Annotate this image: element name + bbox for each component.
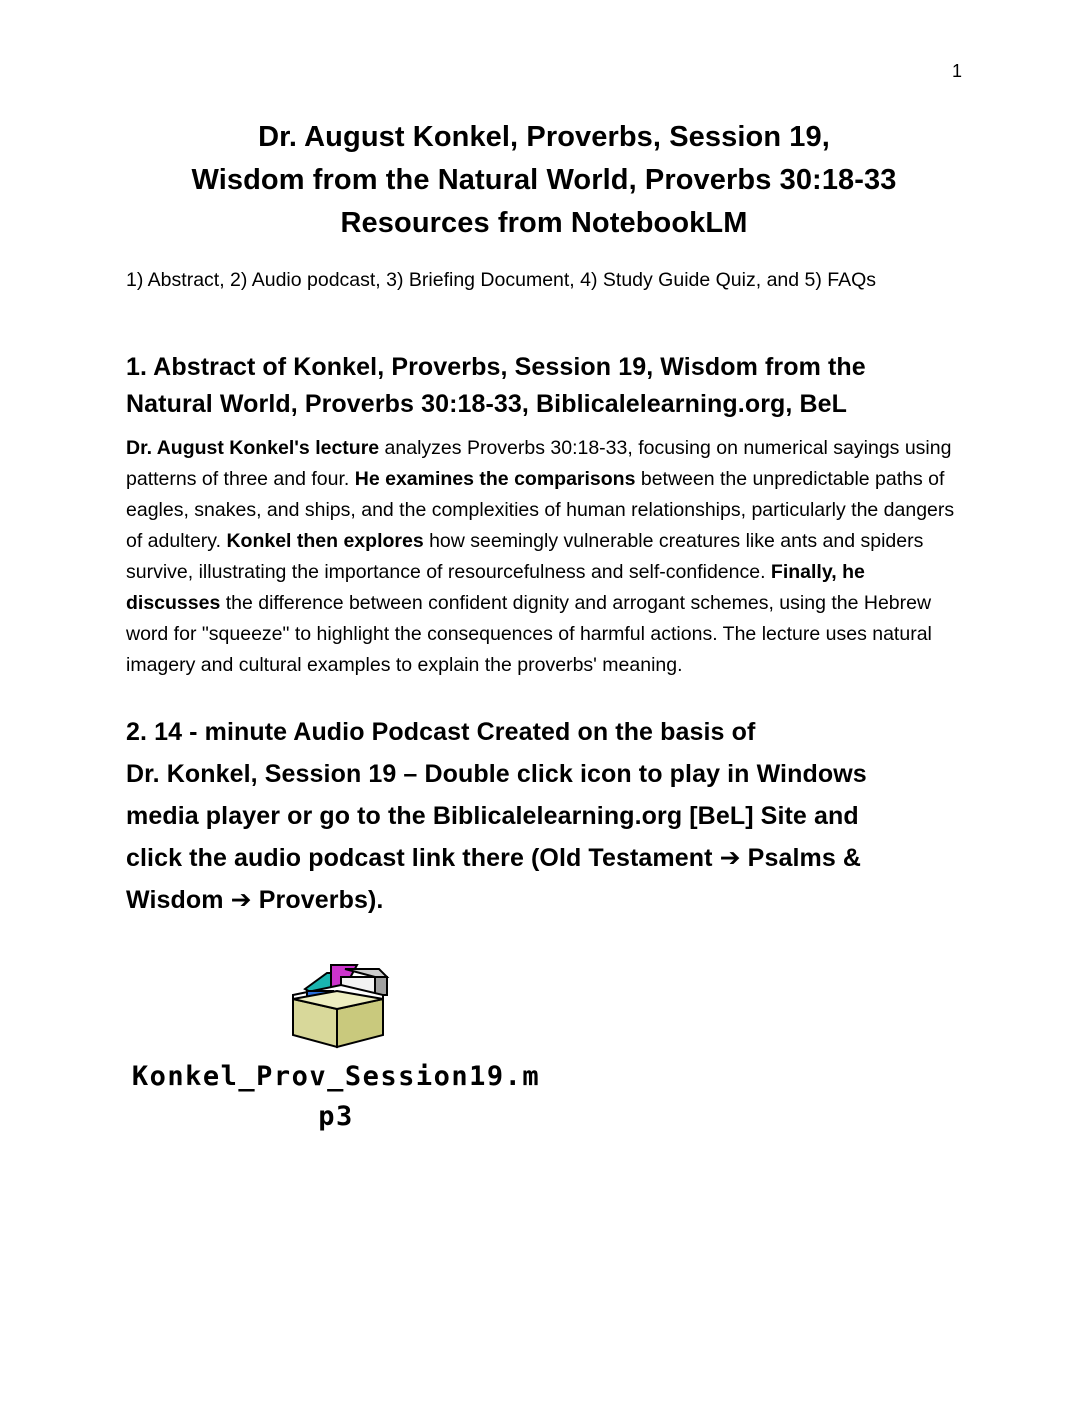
abstract-bold-2: He examines the comparisons — [354, 468, 636, 490]
section-1-abstract-paragraph — [126, 433, 962, 681]
attachment-filename: Konkel_Prov_Session19.mp3 — [131, 1061, 541, 1132]
title-line-3: Resources from NotebookLM — [340, 207, 748, 239]
title-line-2: Wisdom from the Natural World, Proverbs 30:18-33 — [191, 164, 897, 196]
abstract-text-4: the difference between confident dignity and arrogant schemes, using the Hebrew word for "squeeze" to highlight the consequences of harmful actions. The lecture uses natural imagery and cultural examples to explain the proverbs' meaning. — [126, 592, 932, 676]
section-2-line-5-text-b: Proverbs). — [251, 886, 384, 914]
section-2-heading-line-2: Dr. Konkel, Session 19 – Double click icon to play in Windows — [126, 760, 867, 788]
abstract-bold-1: Dr. August Konkel's lecture — [126, 437, 380, 459]
section-2-heading-line-4 — [126, 837, 962, 879]
section-1-heading-line-1: 1. Abstract of Konkel, Proverbs, Session 19, Wisdom from the — [126, 353, 866, 381]
section-2-line-5-text-a: Wisdom — [126, 886, 231, 914]
section-2-heading — [126, 711, 962, 921]
abstract-text-1: analyzes Proverbs 30:18-33, focusing on numerical sayings using patterns of three and four. — [126, 437, 952, 490]
right-arrow-icon-2: ➔ — [230, 885, 252, 914]
title-line-1: Dr. August Konkel, Proverbs, Session 19, — [258, 121, 830, 153]
section-2-heading-line-3: media player or go to the Biblicalelearning.org [BeL] Site and — [126, 802, 859, 830]
page-number: 1 — [951, 61, 962, 81]
page-title — [126, 0, 962, 245]
package-box-icon[interactable] — [271, 943, 401, 1053]
audio-attachment[interactable] — [126, 943, 546, 1137]
section-1-heading-line-2: Natural World, Proverbs 30:18-33, Biblicalelearning.org, BeL — [126, 390, 848, 418]
contents-summary: 1) Abstract, 2) Audio podcast, 3) Briefing Document, 4) Study Guide Quiz, and 5) FAQs — [126, 269, 877, 291]
abstract-text-2: between the unpredictable paths of eagles, snakes, and ships, and the complexities of human relationships, particularly the dangers of adultery. — [126, 468, 955, 552]
section-1-heading — [126, 349, 962, 423]
right-arrow-icon: ➔ — [719, 843, 741, 872]
abstract-bold-4: Finally, he discusses — [126, 561, 865, 614]
section-2-line-4-text-a: click the audio podcast link there (Old Testament — [126, 844, 720, 872]
section-2-heading-line-5 — [126, 879, 962, 921]
abstract-text-3: how seemingly vulnerable creatures like ants and spiders survive, illustrating the importance of resourcefulness and self-confidence. — [126, 530, 924, 583]
section-2-heading-line-1: 2. 14 - minute Audio Podcast Created on the basis of — [126, 718, 756, 746]
section-2-line-4-text-b: Psalms & — [740, 844, 862, 872]
abstract-bold-3: Konkel then explores — [226, 530, 424, 552]
